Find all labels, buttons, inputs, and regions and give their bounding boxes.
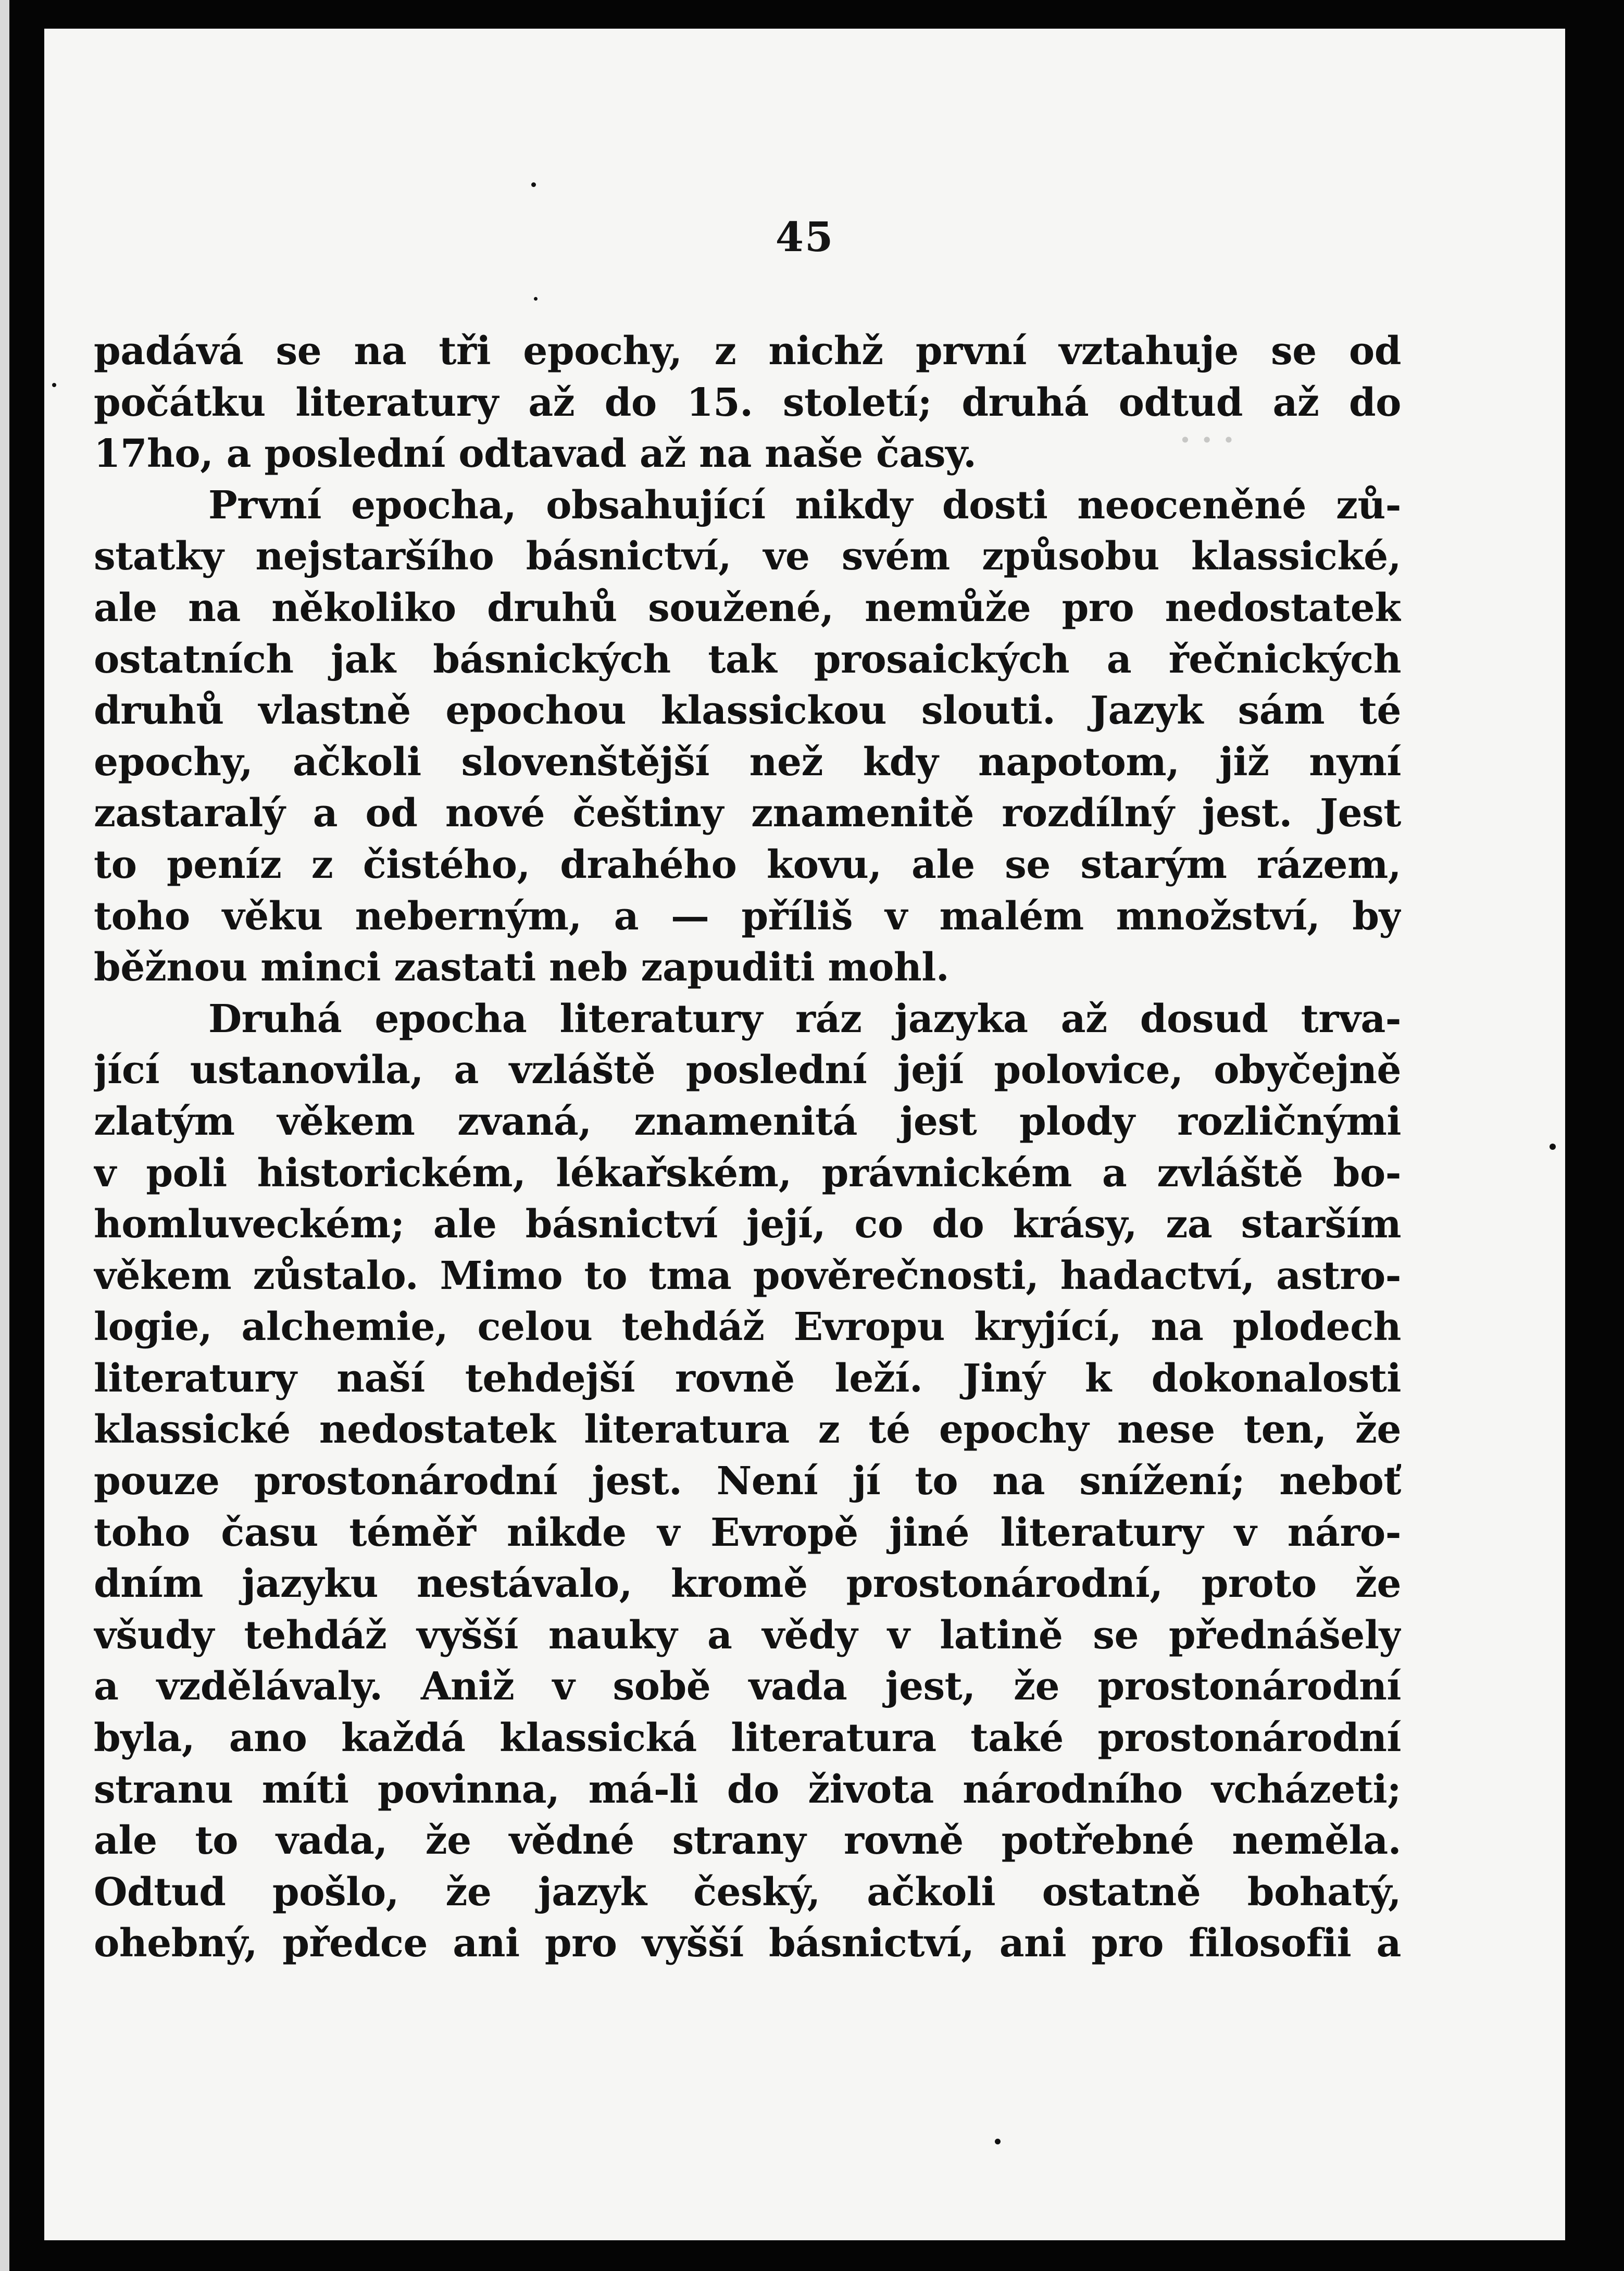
text-line: ohebný, předce ani pro vyšší básnictví, ani pro filosofii a: [94, 1921, 1401, 1966]
text-line: klassické nedostatek literatura z té epochy nese ten, že: [94, 1407, 1401, 1453]
text-line: věkem zůstalo. Mimo to tma pověrečnosti, hadactví, astro-: [94, 1253, 1401, 1298]
text-line: zlatým věkem zvaná, znamenitá jest plody rozličnými: [94, 1099, 1401, 1144]
text-line: jící ustanovila, a vzláště poslední její polovice, obyčejně: [94, 1048, 1401, 1093]
dust-speck: [1550, 1144, 1556, 1150]
text-line: v poli historickém, lékařském, právnickém a zvláště bo-: [94, 1150, 1401, 1196]
page-number: 45: [775, 214, 834, 261]
text-line: První epocha, obsahující nikdy dosti neoceněné zů-: [208, 482, 1401, 528]
text-line: toho času téměř nikde v Evropě jiné literatury v náro-: [94, 1510, 1401, 1555]
text-line: a vzdělávaly. Aniž v sobě vada jest, že prostonárodní: [94, 1664, 1401, 1709]
text-line: byla, ano každá klassická literatura také prostonárodní: [94, 1716, 1401, 1761]
dust-speck: [531, 182, 536, 187]
text-line: padává se na tři epochy, z nichž první vztahuje se od: [94, 329, 1401, 374]
text-line: logie, alchemie, celou tehdáž Evropu kryjící, na plodech: [94, 1305, 1401, 1350]
book-page: [44, 29, 1565, 2240]
scan-edge-strip: [0, 0, 9, 2271]
text-line: dním jazyku nestávalo, kromě prostonárodní, proto že: [94, 1561, 1401, 1607]
text-line: běžnou minci zastati neb zapuditi mohl.: [94, 945, 950, 990]
text-line: Druhá epocha literatury ráz jazyka až dosud trva-: [208, 996, 1401, 1041]
dust-speck: [534, 297, 538, 301]
text-line: to peníz z čistého, drahého kovu, ale se starým rázem,: [94, 842, 1401, 887]
text-line: stranu míti povinna, má-li do života národního vcházeti;: [94, 1767, 1401, 1812]
text-line: druhů vlastně epochou klassickou slouti. Jazyk sám té: [94, 688, 1401, 734]
dust-speck: [995, 2139, 1001, 2144]
text-line: literatury naší tehdejší rovně leží. Jiný k dokonalosti: [94, 1356, 1401, 1401]
text-line: pouze prostonárodní jest. Není jí to na snížení; neboť: [94, 1459, 1401, 1504]
dust-speck: [52, 383, 56, 387]
text-line: ale to vada, že vědné strany rovně potřebné neměla.: [94, 1818, 1401, 1864]
text-line: Odtud pošlo, že jazyk český, ačkoli ostatně bohatý,: [94, 1869, 1401, 1915]
text-line: všudy tehdáž vyšší nauky a vědy v latině se přednášely: [94, 1612, 1401, 1658]
bleed-through: · · ·: [1180, 422, 1234, 458]
text-line: 17ho, a poslední odtavad až na naše časy.: [94, 431, 977, 477]
text-line: toho věku neberným, a — příliš v malém množství, by: [94, 893, 1401, 939]
text-line: ostatních jak básnických tak prosaických a řečnických: [94, 637, 1401, 682]
text-line: homluveckém; ale básnictví její, co do krásy, za starším: [94, 1202, 1401, 1247]
body-text: [94, 326, 1401, 1969]
text-line: ale na několiko druhů soužené, nemůže pro nedostatek: [94, 585, 1401, 630]
text-line: zastaralý a od nové češtiny znamenitě rozdílný jest. Jest: [94, 791, 1401, 836]
text-line: statky nejstaršího básnictví, ve svém způsobu klassické,: [94, 534, 1401, 579]
text-line: počátku literatury až do 15. století; druhá odtud až do: [94, 380, 1401, 425]
text-line: epochy, ačkoli slovenštější než kdy napotom, již nyní: [94, 739, 1401, 785]
